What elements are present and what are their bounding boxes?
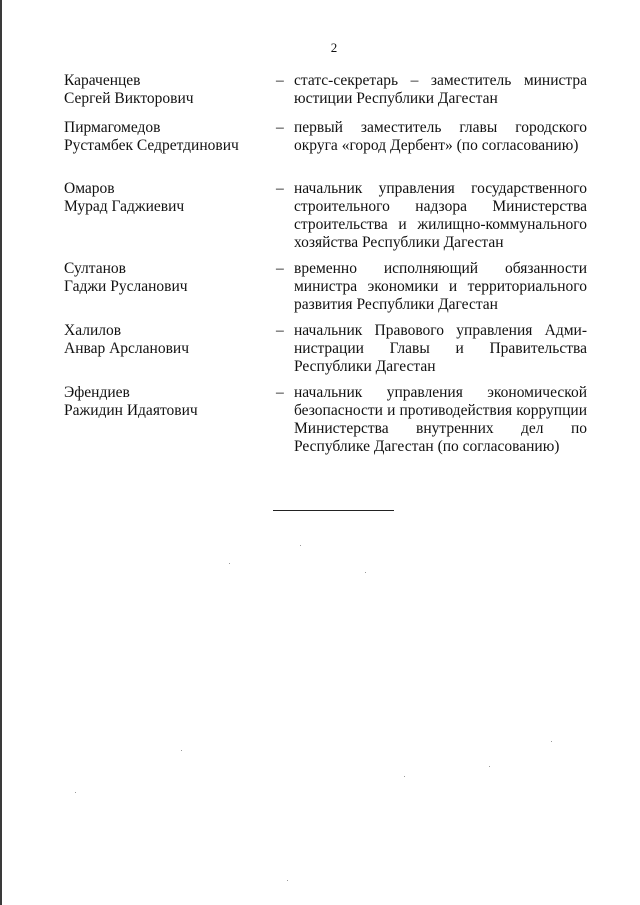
scan-speck xyxy=(404,776,405,777)
member-surname: Султанов xyxy=(64,260,126,277)
position-line: Министерства внутренних дел по xyxy=(294,420,587,437)
member-position xyxy=(294,180,587,252)
position-line: первый заместитель главы городского xyxy=(294,119,587,136)
scan-speck xyxy=(365,572,366,573)
position-line: строительства и жилищно-коммунального xyxy=(294,216,587,233)
member-surname: Эфендиев xyxy=(64,384,130,401)
page-number: 2 xyxy=(330,40,338,55)
position-line: нистрации Главы и Правительства xyxy=(294,340,587,357)
position-line: хозяйства Республики Дагестан xyxy=(294,234,504,251)
member-position xyxy=(294,260,587,314)
member-name xyxy=(64,384,264,420)
member-surname: Халилов xyxy=(64,322,122,339)
position-line: начальник управления экономической xyxy=(294,384,587,401)
separator-dash: – xyxy=(276,260,284,277)
member-surname: Караченцев xyxy=(64,72,141,89)
position-line: юстиции Республики Дагестан xyxy=(294,90,498,107)
position-line: начальник Правового управления Адми- xyxy=(294,322,587,339)
separator-dash: – xyxy=(276,119,284,136)
position-line: Республики Дагестан xyxy=(294,358,436,375)
member-given-names: Мурад Гаджиевич xyxy=(64,198,185,215)
separator-dash: – xyxy=(276,384,284,401)
scan-speck xyxy=(300,545,301,546)
scan-speck xyxy=(551,741,552,742)
member-given-names: Рустамбек Седретдинович xyxy=(64,137,239,154)
member-position xyxy=(294,384,587,456)
member-name xyxy=(64,119,264,155)
member-name xyxy=(64,180,264,216)
separator-dash: – xyxy=(276,72,284,89)
scan-speck xyxy=(489,766,490,767)
scan-speck xyxy=(287,880,288,881)
member-given-names: Анвар Арсланович xyxy=(64,340,189,357)
scan-edge-line xyxy=(0,0,2,905)
member-given-names: Сергей Викторович xyxy=(64,90,194,107)
member-given-names: Ражидин Идаятович xyxy=(64,402,198,419)
member-name xyxy=(64,72,264,108)
position-line: развития Республики Дагестан xyxy=(294,296,498,313)
member-name xyxy=(64,260,264,296)
member-given-names: Гаджи Русланович xyxy=(64,278,188,295)
separator-dash: – xyxy=(276,322,284,339)
position-line: начальник управления государственного xyxy=(294,180,587,197)
member-surname: Омаров xyxy=(64,180,115,197)
scan-speck xyxy=(75,792,76,793)
member-name xyxy=(64,322,264,358)
position-line: Республике Дагестан (по согласованию) xyxy=(294,438,560,455)
member-surname: Пирмагомедов xyxy=(64,119,161,136)
scan-speck xyxy=(181,750,182,751)
member-position xyxy=(294,72,587,108)
position-line: строительного надзора Министерства xyxy=(294,198,587,215)
position-line: министра экономики и территориального xyxy=(294,278,587,295)
position-line: округа «город Дербент» (по согласованию) xyxy=(294,137,579,154)
scan-speck xyxy=(229,563,230,564)
member-position xyxy=(294,322,587,376)
position-line: статс-секретарь – заместитель министра xyxy=(294,72,587,89)
position-line: безопасности и противодействия коррупции xyxy=(294,402,587,419)
member-position xyxy=(294,119,587,155)
separator-dash: – xyxy=(276,180,284,197)
closing-line xyxy=(273,510,394,511)
position-line: временно исполняющий обязанности xyxy=(294,260,587,277)
